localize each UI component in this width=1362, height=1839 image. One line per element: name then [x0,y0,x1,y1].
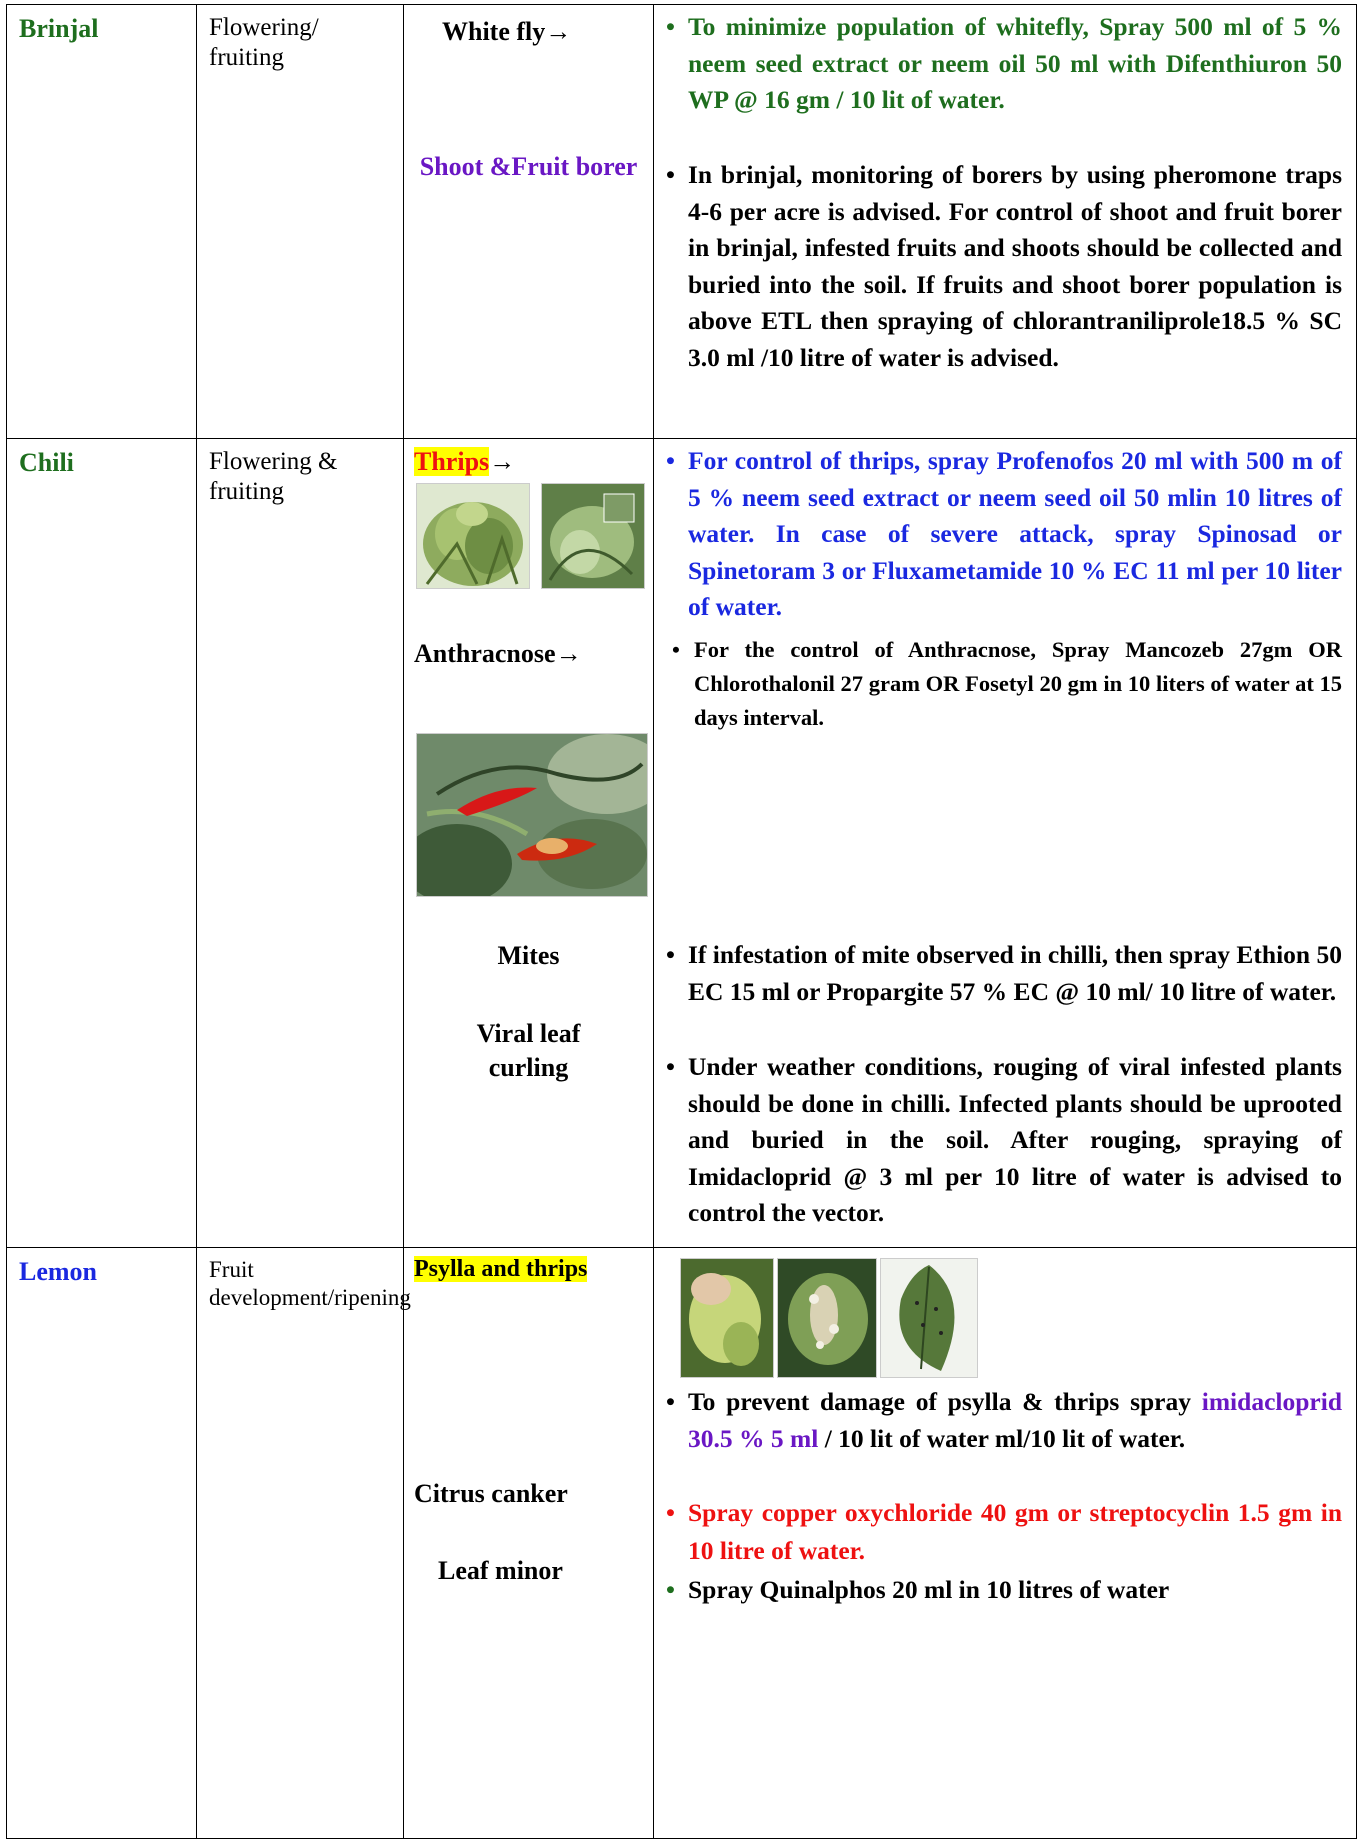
pest-label: Citrus canker [414,1479,568,1508]
advisory-item: • Spray Quinalphos 20 ml in 10 litres of water [666,1572,1342,1609]
bullet-icon: • [666,160,675,189]
advisory-item: • Spray copper oxychloride 40 gm or streptocyclin 1.5 gm in 10 litre of water. [666,1494,1342,1570]
bullet-icon: • [666,446,675,475]
advisory-item: • For control of thrips, spray Profenofos 20 ml with 500 m of 5 % neem seed extract or neem seed oil 50 mlin 10 litres of water. In case of severe attack, spray Spinosad or Spinetoram 3 or Fluxametamide 10 % EC 11 ml per 10 liter of water. [666,443,1342,626]
thrips-photo-2 [541,483,645,589]
psylla-photo-3 [880,1258,978,1378]
crop-stage: Fruit development/ripening [209,1257,411,1310]
crop-cell [7,439,197,1248]
crop-name: Brinjal [19,14,99,43]
advisory-item: • If infestation of mite observed in chilli, then spray Ethion 50 EC 15 ml or Propargite 57 % EC @ 10 ml/ 10 litre of water. [666,937,1342,1010]
advisory-cell [654,5,1357,439]
stage-cell [197,439,404,1248]
bullet-icon: • [666,1498,675,1527]
crop-stage: Flowering & fruiting [209,448,338,505]
bullet-icon: • [672,637,680,662]
advisory-cell [654,439,1357,1248]
crop-cell [7,1248,197,1839]
crop-cell [7,5,197,439]
bullet-icon: • [666,940,675,969]
pest-cell [404,439,654,1248]
pest-label: Anthracnose→ [414,639,582,668]
bullet-icon: • [666,1052,675,1081]
pest-label: White fly→ [442,17,572,46]
advisory-table [6,4,1357,1839]
advisory-item: • In brinjal, monitoring of borers by using pheromone traps 4-6 per acre is advised. For control of shoot and fruit borer in brinjal, infested fruits and shoots should be collected and buried into the soil. If fruits and shoot borer population is above ETL then spraying of chlorantraniliprole18.5 % SC 3.0 ml /10 litre of water is advised. [666,157,1342,376]
pest-label: Shoot &Fruit borer [419,152,638,181]
anthracnose-photo [416,733,648,897]
advisory-item: • To prevent damage of psylla & thrips spray imidacloprid 30.5 % 5 ml / 10 lit of water ml/10 lit of water. [666,1384,1342,1457]
table-row [7,439,1357,1248]
pest-label: Viral leaf curling [476,1019,581,1082]
pest-label: Leaf minor [438,1556,563,1585]
table-row [7,5,1357,439]
advisory-item: • For the control of Anthracnose, Spray Mancozeb 27gm OR Chlorothalonil 27 gram OR Fosetyl 20 gm in 10 liters of water at 15 days interval. [672,633,1342,735]
pest-label: Psylla and thrips [414,1256,588,1282]
bullet-icon: • [666,1575,675,1604]
crop-name: Lemon [19,1257,97,1286]
table-row [7,1248,1357,1839]
advisory-cell [654,1248,1357,1839]
pest-label: Mites [497,941,560,970]
pest-cell [404,5,654,439]
advisory-item: • Under weather conditions, rouging of viral infested plants should be done in chilli. Infected plants should be uprooted and buried in the soil. After rouging, spraying of Imidacloprid @ 3 ml per 10 litre of water is advised to control the vector. [666,1049,1342,1232]
crop-stage: Flowering/ fruiting [209,14,319,71]
bullet-icon: • [666,12,675,41]
thrips-photo-1 [416,483,530,589]
pest-cell [404,1248,654,1839]
stage-cell [197,5,404,439]
bullet-icon: • [666,1387,675,1416]
pest-label: Thrips→ [414,447,516,476]
crop-name: Chili [19,448,74,477]
psylla-photo-1 [680,1258,774,1378]
psylla-photo-2 [777,1258,877,1378]
advisory-item: • To minimize population of whitefly, Spray 500 ml of 5 % neem seed extract or neem oil 50 ml with Difenthiuron 50 WP @ 16 gm / 10 lit of water. [666,9,1342,119]
stage-cell [197,1248,411,1839]
